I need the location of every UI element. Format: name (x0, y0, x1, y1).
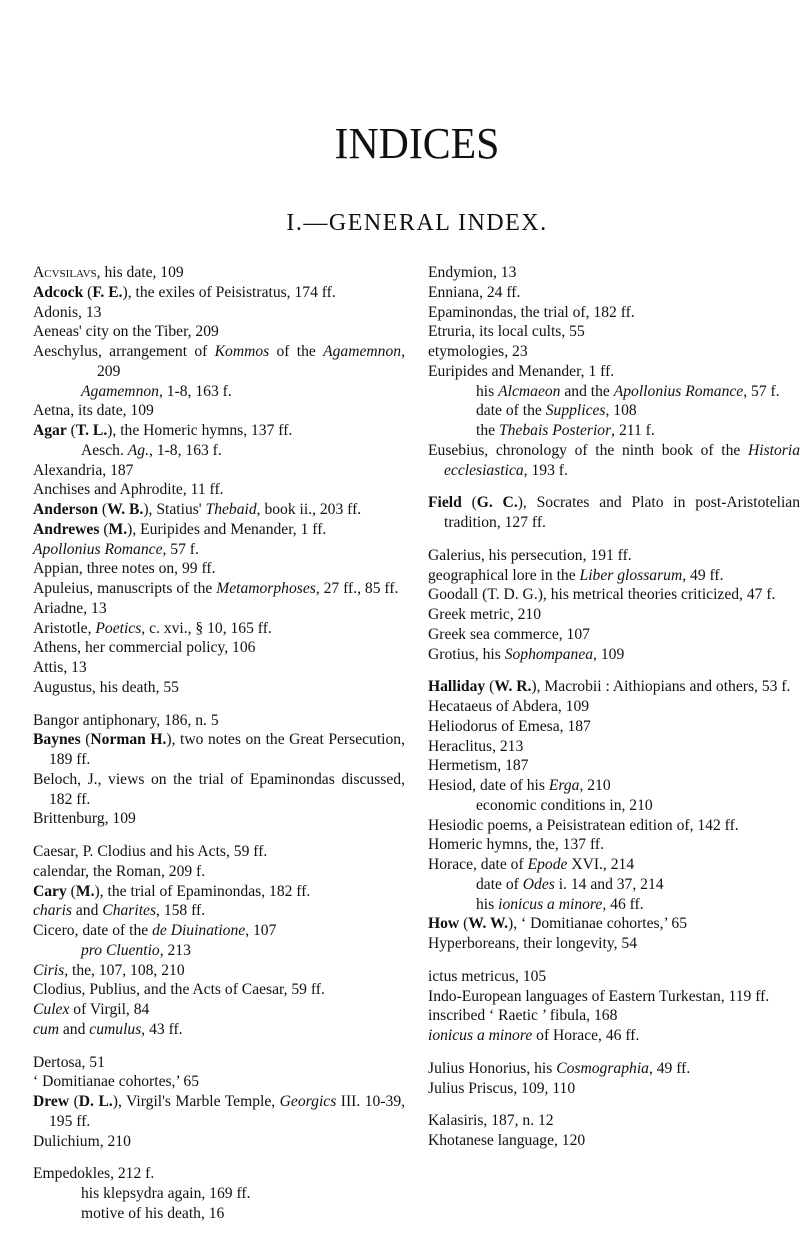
entry-text: i. 14 and 37, 214 (554, 875, 664, 893)
entry-text: Hesiod, date of his (428, 777, 549, 794)
entry-text: , 57 f. (162, 540, 199, 558)
author-name: Agar (33, 422, 67, 439)
index-entry (33, 770, 405, 810)
entry-text: Aeneas' city on the Tiber, 209 (33, 323, 219, 341)
entry-text: Hyperboreans, their longevity, 54 (428, 935, 638, 952)
index-entry (33, 1164, 405, 1184)
page-title: INDICES (334, 119, 500, 168)
index-entry (428, 1131, 800, 1151)
index-subentry (428, 796, 800, 816)
italic-title: Thebais Posterior (498, 422, 612, 439)
italic-title: Kommos (214, 343, 270, 360)
entry-text: date of (476, 875, 523, 893)
entry-text: Aesch. (81, 441, 128, 459)
index-entry (33, 480, 405, 500)
entry-text: , 210 (579, 777, 611, 794)
entry-text: , 107 (245, 922, 277, 939)
index-entry (33, 980, 405, 1000)
entry-text: his klepsydra again, 169 ff. (81, 1185, 251, 1202)
entry-text: Epaminondas, the trial of, 182 ff. (428, 303, 635, 321)
entry-text: , 27 ff., 85 ff. (315, 580, 399, 597)
author-name: Adcock (33, 283, 84, 301)
entry-text: his (476, 895, 499, 913)
author-name: M. (75, 882, 95, 900)
letter-group-gap (428, 1046, 800, 1059)
entry-text: Galerius, his persecution, 191 ff. (428, 546, 632, 564)
author-name: M. (108, 520, 128, 538)
italic-title: cumulus (89, 1020, 142, 1038)
index-subentry (33, 941, 405, 961)
index-subentry (428, 401, 800, 421)
index-subentry (428, 875, 800, 895)
italic-title: Poetics (95, 619, 142, 637)
entry-text: Hesiodic poems, a Peisistratean edition of, 142 ff. (428, 816, 739, 834)
index-entry (33, 401, 405, 421)
entry-text: ), ‘ Domitianae cohortes,’ 65 (508, 915, 688, 933)
entry-text: inscribed ‘ Raetic ’ fibula, 168 (428, 1007, 618, 1025)
author-name: D. L. (78, 1093, 113, 1110)
entry-text: , 57 f. (743, 382, 780, 400)
index-entry (33, 1000, 405, 1020)
author-name: Drew (33, 1093, 70, 1110)
index-entry (33, 1072, 405, 1092)
index-entry (33, 322, 405, 342)
entry-text: , book ii., 203 ff. (256, 501, 362, 518)
entry-text: Brittenburg, 109 (33, 810, 136, 828)
index-entry (428, 585, 800, 605)
entry-text: ( (99, 520, 109, 538)
entry-text: ), Virgil's Marble Temple, (112, 1093, 280, 1110)
index-entry (33, 921, 405, 941)
index-entry (428, 987, 800, 1007)
index-entry (33, 862, 405, 882)
index-entry (33, 520, 405, 540)
index-entry (33, 638, 405, 658)
index-subentry (33, 382, 405, 402)
author-name: Baynes (33, 731, 81, 749)
index-entry (428, 342, 800, 362)
entry-text: the (476, 422, 499, 439)
entry-text: Anchises and Aphrodite, 11 ff. (33, 481, 224, 499)
italic-title: Charites (102, 902, 157, 920)
index-entry (33, 1092, 405, 1132)
index-entry (33, 599, 405, 619)
index-subentry (33, 1204, 405, 1224)
index-entry (428, 362, 800, 382)
index-column-left (33, 263, 405, 1224)
entry-text: Empedokles, 212 f. (33, 1165, 155, 1183)
entry-text: Apuleius, manuscripts of the (33, 580, 217, 597)
index-entry (428, 835, 800, 855)
entry-text: ( (461, 494, 477, 512)
index-entry (428, 1059, 800, 1079)
entry-text: Indo-European languages of Eastern Turkestan, 119 ff. (428, 987, 770, 1005)
index-entry (428, 737, 800, 757)
index-entry (33, 421, 405, 441)
author-name: F. E. (92, 283, 123, 301)
italic-title: cum (33, 1020, 59, 1038)
entry-text: Caesar, P. Clodius and his Acts, 59 ff. (33, 843, 268, 860)
entry-text: economic conditions in, 210 (476, 796, 653, 814)
index-entry (428, 1111, 800, 1131)
author-name: Andrewes (33, 520, 100, 538)
entry-text: ), Euripides and Menander, 1 ff. (127, 520, 327, 538)
author-name: W. W. (468, 915, 509, 933)
italic-title: Odes (522, 875, 555, 893)
index-entry (428, 546, 800, 566)
index-entry (428, 263, 800, 283)
entry-text: Greek sea commerce, 107 (428, 625, 590, 643)
index-entry (33, 263, 405, 283)
letter-group-gap (428, 1098, 800, 1111)
italic-title: Agamemnon (323, 343, 402, 360)
italic-title: Alcmaeon (498, 382, 561, 400)
entry-text: of Horace, 46 ff. (532, 1027, 640, 1044)
italic-title: Agamemnon (81, 382, 159, 400)
entry-text: III. 10-39, 195 ff. (49, 1093, 406, 1130)
italic-title: Epode (527, 856, 568, 873)
letter-group-gap (428, 954, 800, 967)
index-entry (428, 566, 800, 586)
entry-text: Dulichium, 210 (33, 1132, 131, 1150)
italic-title: pro Cluentio (81, 941, 160, 959)
letter-group-gap (428, 480, 800, 493)
entry-text: ( (66, 882, 76, 900)
entry-text: Beloch, J., views on the trial of Epaminondas discussed, 182 ff. (33, 770, 405, 808)
entry-text: ( (485, 678, 495, 696)
index-entry (33, 961, 405, 981)
italic-title: Supplices (545, 402, 606, 420)
entry-text: , 193 f. (523, 461, 568, 479)
index-subentry (428, 382, 800, 402)
entry-text: , his date, 109 (96, 264, 184, 281)
entry-text: , 49 ff. (648, 1059, 691, 1077)
entry-text: ), the trial of Epaminondas, 182 ff. (94, 882, 311, 900)
index-subentry (33, 1184, 405, 1204)
entry-text: Julius Honorius, his (428, 1059, 557, 1077)
index-entry (33, 1020, 405, 1040)
entry-text: Julius Priscus, 109, 110 (428, 1079, 576, 1097)
entry-text: Enniana, 24 ff. (428, 283, 521, 301)
entry-text: motive of his death, 16 (81, 1204, 225, 1222)
entry-text: ( (98, 501, 108, 518)
entry-text: Dertosa, 51 (33, 1053, 105, 1071)
italic-title: Georgics (279, 1093, 337, 1110)
italic-title: Thebaid (205, 501, 257, 518)
index-entry (33, 809, 405, 829)
author-name: Anderson (33, 501, 98, 518)
author-name: W. B. (107, 501, 144, 518)
italic-title: Metamorphoses (216, 580, 316, 597)
entry-text: Cicero, date of the (33, 922, 153, 939)
index-entry (428, 914, 800, 934)
entry-text: Alexandria, 187 (33, 461, 134, 479)
index-entry (428, 625, 800, 645)
entry-text: Adonis, 13 (33, 303, 102, 321)
entry-text: Athens, her commercial policy, 106 (33, 639, 256, 657)
entry-text: , 46 ff. (602, 895, 644, 913)
index-entry (33, 1132, 405, 1152)
entry-text: Eusebius, chronology of the ninth book of the (428, 441, 748, 459)
entry-text: ( (83, 283, 93, 301)
entry-text: Etruria, its local cults, 55 (428, 323, 585, 341)
entry-text: Acvsilavs (33, 264, 97, 281)
letter-group-gap (33, 829, 405, 842)
entry-text: ), the exiles of Peisistratus, 174 ff. (122, 283, 336, 301)
index-entry (428, 283, 800, 303)
index-entry (33, 540, 405, 560)
entry-text: , 211 f. (611, 422, 655, 439)
entry-text: Bangor antiphonary, 186, n. 5 (33, 711, 219, 729)
entry-text: geographical lore in the (428, 566, 580, 584)
letter-group-gap (33, 1040, 405, 1053)
entry-text: ictus metricus, 105 (428, 967, 547, 985)
italic-title: ionicus a minore (498, 895, 603, 913)
index-entry (428, 717, 800, 737)
entry-text: ), two notes on the Great Persecution, 189 ff. (49, 731, 405, 768)
index-entry (33, 678, 405, 698)
entry-text: , 109 (593, 645, 625, 663)
index-entry (428, 697, 800, 717)
italic-title: Ag. (127, 441, 150, 459)
entry-text: Endymion, 13 (428, 264, 517, 281)
entry-text: ( (66, 422, 76, 439)
entry-text: Kalasiris, 187, n. 12 (428, 1112, 554, 1130)
entry-text: , 49 ff. (682, 566, 724, 584)
entry-text: , 213 (159, 941, 191, 959)
entry-text: ( (69, 1093, 79, 1110)
entry-text: date of the (476, 402, 546, 420)
entry-text: , the, 107, 108, 210 (64, 961, 185, 979)
italic-title: Sophompanea (504, 645, 594, 663)
index-entry (428, 322, 800, 342)
entry-text: his (476, 382, 499, 400)
entry-text: ), Socrates and Plato in post-Aristotelian tradition, 127 ff. (444, 494, 800, 531)
entry-text: and (58, 1020, 90, 1038)
entry-text: calendar, the Roman, 209 f. (33, 862, 206, 880)
author-name: W. R. (494, 678, 532, 696)
index-entry (428, 756, 800, 776)
index-entry (428, 441, 800, 481)
entry-text: Horace, date of (428, 856, 528, 873)
index-entry (33, 461, 405, 481)
author-name: Norman H. (90, 731, 167, 749)
entry-text: Aetna, its date, 109 (33, 402, 154, 420)
index-entry (428, 855, 800, 875)
entry-text: of Virgil, 84 (69, 1001, 150, 1018)
index-subentry (33, 441, 405, 461)
index-subentry (428, 421, 800, 441)
letter-group-gap (428, 533, 800, 546)
index-column-right (428, 263, 800, 1151)
index-entry (428, 934, 800, 954)
entry-text: , 1-8, 163 f. (158, 382, 232, 400)
index-entry (33, 579, 405, 599)
index-entry (33, 559, 405, 579)
index-entry (428, 645, 800, 665)
entry-text: Augustus, his death, 55 (33, 678, 179, 696)
letter-group-gap (428, 664, 800, 677)
entry-text: etymologies, 23 (428, 343, 528, 360)
index-entry (33, 283, 405, 303)
index-entry (428, 1026, 800, 1046)
index-entry (428, 816, 800, 836)
entry-text: XVI., 214 (567, 856, 635, 873)
italic-title: Erga (548, 777, 580, 794)
entry-text: Ariadne, 13 (33, 599, 107, 617)
entry-text: ), Statius' (143, 501, 206, 518)
index-subentry (428, 895, 800, 915)
italic-title: Apollonius Romance (613, 382, 744, 400)
index-entry (428, 493, 800, 533)
entry-text: ( (80, 731, 91, 749)
index-entry (33, 842, 405, 862)
entry-text: Euripides and Menander, 1 ff. (428, 362, 615, 380)
entry-text: Heraclitus, 213 (428, 737, 524, 755)
section-title: I.—GENERAL INDEX. (286, 210, 548, 236)
index-entry (428, 776, 800, 796)
entry-text: Hecataeus of Abdera, 109 (428, 698, 590, 715)
index-entry (428, 1006, 800, 1026)
entry-text: Homeric hymns, the, 137 ff. (428, 836, 604, 854)
entry-text: , 108 (605, 402, 637, 420)
entry-text: Heliodorus of Emesa, 187 (428, 717, 591, 735)
entry-text: Goodall (T. D. G.), his metrical theories criticized, 47 f. (428, 586, 776, 604)
index-entry (33, 882, 405, 902)
italic-title: de Diuinatione (152, 922, 246, 939)
entry-text: ), the Homeric hymns, 137 ff. (107, 422, 293, 439)
entry-text: ( (459, 915, 469, 933)
index-entry (33, 711, 405, 731)
entry-text: Attis, 13 (33, 659, 87, 676)
entry-text: , 1-8, 163 f. (149, 441, 222, 459)
entry-text: ‘ Domitianae cohortes,’ 65 (33, 1073, 199, 1091)
letter-group-gap (33, 698, 405, 711)
index-entry (428, 677, 800, 697)
author-name: Cary (33, 882, 67, 900)
index-entry (33, 500, 405, 520)
index-entry (33, 342, 405, 382)
entry-text: , 209 (97, 343, 405, 380)
entry-text: Appian, three notes on, 99 ff. (33, 560, 216, 578)
entry-text: Hermetism, 187 (428, 757, 529, 775)
index-entry (428, 967, 800, 987)
index-entry (428, 605, 800, 625)
entry-text: and (71, 902, 103, 920)
letter-group-gap (33, 1151, 405, 1164)
entry-text: Greek metric, 210 (428, 606, 542, 623)
entry-text: Clodius, Publius, and the Acts of Caesar, 59 ff. (33, 981, 325, 999)
italic-title: ionicus a minore (428, 1027, 533, 1044)
entry-text: Aristotle, (33, 619, 96, 637)
index-entry (33, 1053, 405, 1073)
author-name: How (428, 915, 460, 933)
italic-title: Apollonius Romance (33, 540, 163, 558)
italic-title: Historia ecclesiastica (444, 441, 800, 479)
italic-title: Culex (33, 1001, 70, 1018)
entry-text: and the (560, 382, 614, 400)
index-entry (33, 730, 405, 770)
index-entry (33, 619, 405, 639)
entry-text: ), Macrobii : Aithiopians and others, 53 f. (531, 678, 791, 696)
author-name: Field (428, 494, 462, 512)
index-entry (33, 303, 405, 323)
index-entry (428, 303, 800, 323)
entry-text: , 158 ff. (156, 902, 206, 920)
italic-title: charis (33, 902, 72, 920)
entry-text: , 43 ff. (141, 1020, 183, 1038)
italic-title: Cosmographia (556, 1059, 649, 1077)
author-name: Halliday (428, 678, 486, 696)
entry-text: of the (269, 343, 324, 360)
entry-text: Aeschylus, arrangement of (33, 343, 215, 360)
index-entry (428, 1079, 800, 1099)
index-entry (33, 658, 405, 678)
italic-title: Liber glossarum (579, 566, 683, 584)
index-entry (33, 901, 405, 921)
entry-text: Khotanese language, 120 (428, 1132, 586, 1149)
author-name: T. L. (75, 422, 108, 439)
italic-title: Ciris (33, 961, 65, 979)
author-name: G. C. (476, 494, 518, 512)
entry-text: Grotius, his (428, 645, 505, 663)
entry-text: , c. xvi., § 10, 165 ff. (141, 619, 272, 637)
